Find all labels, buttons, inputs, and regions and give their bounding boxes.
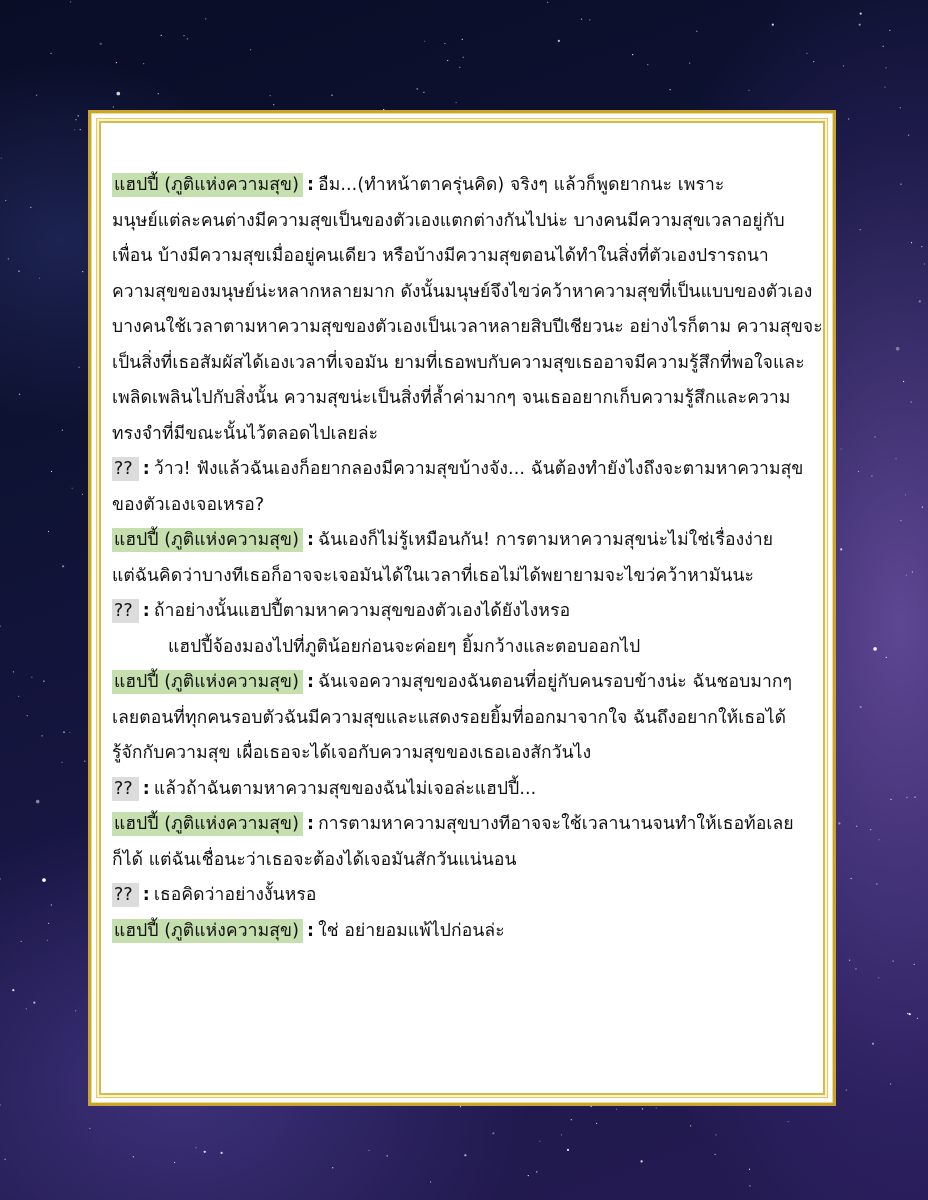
star — [143, 63, 144, 64]
star — [48, 531, 49, 532]
star — [62, 565, 64, 567]
star — [879, 839, 880, 840]
star — [896, 347, 900, 351]
star — [749, 1169, 750, 1170]
star — [906, 797, 907, 798]
star — [900, 520, 901, 521]
line-text: ฉันเองก็ไม่รู้เหมือนกัน! การตามหาความสุขน่ะไม่ใช่เรื่องง่าย — [318, 530, 774, 550]
star — [858, 471, 859, 472]
star — [885, 67, 886, 68]
star — [69, 732, 70, 733]
star — [456, 102, 457, 103]
star — [13, 671, 14, 672]
line-text: รู้จักกับความสุข เผื่อเธอจะได้เจอกับความสุขของเธอเองสักวันไง — [112, 743, 592, 763]
star — [641, 1160, 643, 1162]
star — [48, 923, 49, 924]
star — [70, 1, 71, 2]
line-text: แฮปปี้จ้องมองไปที่ภูติน้อยก่อนจะค่อยๆ ยิ้มกว้างและตอบออกไป — [168, 636, 641, 657]
star — [921, 246, 922, 247]
dialogue-line — [112, 310, 823, 346]
star — [878, 977, 879, 978]
star — [42, 878, 46, 882]
star — [5, 200, 6, 201]
line-text: เพลิดเพลินไปกับสิ่งนั้น ความสุขน่ะเป็นสิ่งที่ล้ำค่ามากๆ จนเธออยากเก็บความรู้สึกและความ — [112, 388, 791, 408]
star — [788, 1121, 789, 1122]
star — [26, 1008, 27, 1009]
star — [36, 800, 40, 804]
star — [89, 1128, 90, 1129]
dialogue-line — [112, 701, 812, 737]
line-text: ก็ได้ แต่ฉันเชื่อนะว่าเธอจะต้องได้เจอมันสักวันแน่นอน — [112, 849, 517, 870]
dialogue-line — [112, 488, 812, 524]
star — [748, 90, 749, 91]
star — [893, 961, 894, 962]
dialogue-line — [112, 807, 812, 843]
star — [12, 989, 14, 991]
star — [906, 575, 907, 576]
star — [859, 24, 861, 26]
narration-line — [112, 630, 812, 666]
star — [581, 19, 582, 20]
star — [900, 107, 901, 108]
star — [464, 1154, 466, 1156]
star — [74, 129, 75, 130]
line-text: เพื่อน บ้างมีความสุขเมื่ออยู่คนเดียว หรือบ้างมีความสุขตอนได้ทำในสิ่งที่ตัวเองปรารถนา — [112, 246, 769, 266]
star — [221, 1152, 223, 1154]
star — [838, 822, 840, 824]
star — [571, 1119, 572, 1120]
star — [161, 35, 162, 36]
star — [616, 1109, 617, 1110]
speaker-label-happy: แฮปปี้ (ภูติแห่งความสุข) — [112, 670, 303, 694]
star — [196, 1147, 197, 1148]
star — [72, 488, 73, 489]
star — [908, 135, 909, 136]
star — [63, 731, 65, 733]
star — [18, 271, 19, 272]
star — [113, 106, 114, 107]
star — [444, 43, 445, 44]
star — [75, 1010, 76, 1011]
speaker-colon: : — [307, 672, 315, 692]
line-text: แต่ฉันคิดว่าบางทีเธอก็อาจจะเจอมันได้ในเวลาที่เธอไม่ได้พยายามจะไขว่คว้าหามันนะ — [112, 565, 755, 586]
star — [917, 1018, 918, 1019]
star — [459, 67, 460, 68]
dialogue-line — [112, 239, 812, 275]
star — [492, 1132, 494, 1134]
line-text: อืม...(ทำหน้าตาครุ่นคิด) จริงๆ แล้วก็พูดยากนะ เพราะ — [318, 175, 725, 195]
star — [860, 229, 861, 230]
star — [62, 430, 63, 431]
dialogue-line — [112, 452, 812, 488]
star — [417, 88, 418, 89]
speaker-colon: : — [142, 778, 150, 799]
star — [907, 1013, 908, 1014]
star — [903, 381, 904, 382]
dialogue-line — [112, 523, 812, 559]
speaker-label-happy: แฮปปี้ (ภูติแห่งความสุข) — [112, 812, 303, 836]
speaker-colon: : — [307, 920, 315, 941]
star — [871, 476, 872, 477]
star — [919, 300, 921, 302]
line-text: เป็นสิ่งที่เธอสัมผัสได้เองเวลาที่เจอมัน ยามที่เธอพบกับความสุขเธออาจมีความรู้สึกที่พอใจและ — [112, 352, 805, 373]
star — [889, 30, 890, 31]
star — [840, 548, 842, 550]
star — [82, 494, 83, 495]
star — [387, 1155, 388, 1156]
star — [187, 38, 188, 39]
star — [27, 715, 28, 716]
star — [117, 92, 121, 96]
line-text: เลยตอนที่ทุกคนรอบตัวฉันมีความสุขและแสดงรอยยิ้มที่ออกมาจากใจ ฉันถึงอยากให้เธอได้ — [112, 707, 787, 728]
star — [848, 118, 849, 119]
star — [596, 1123, 597, 1124]
star — [463, 57, 464, 58]
star — [0, 878, 1, 879]
line-text: ว้าว! ฟังแล้วฉันเองก็อยากลองมีความสุขบ้างจัง... ฉันต้องทำยังไงถึงจะตามหาความสุข — [153, 459, 804, 479]
star — [539, 1141, 540, 1142]
star — [860, 13, 862, 15]
star — [19, 394, 20, 395]
speaker-label-happy: แฮปปี้ (ภูติแห่งความสุข) — [112, 173, 303, 197]
star — [42, 735, 43, 736]
star — [250, 49, 251, 50]
star — [204, 1151, 206, 1153]
dialogue-line — [112, 275, 812, 311]
star — [84, 761, 85, 762]
speaker-label-unknown: ?? — [112, 777, 139, 801]
star — [911, 401, 912, 402]
star — [1, 158, 2, 159]
star — [841, 448, 842, 449]
star — [772, 24, 774, 26]
star — [51, 904, 52, 905]
star — [430, 1181, 431, 1182]
star — [872, 1043, 874, 1045]
star — [51, 471, 52, 472]
star — [890, 1083, 891, 1084]
star — [21, 941, 22, 942]
dialogue-line — [112, 559, 812, 595]
star — [670, 89, 671, 90]
star — [876, 883, 877, 884]
star — [912, 571, 913, 572]
star — [884, 87, 885, 88]
speaker-colon: : — [142, 885, 150, 905]
star — [0, 626, 1, 627]
star — [849, 960, 850, 961]
star — [183, 35, 184, 36]
dialogue-line — [112, 594, 812, 630]
star — [860, 706, 862, 708]
line-text: ความสุขของมนุษย์น่ะหลากหลายมาก ดังนั้นมนุษย์จึงไขว่คว้าหาความสุขที่เป็นแบบของตัวเอง — [112, 281, 813, 302]
star — [890, 799, 891, 800]
line-text: ทรงจำที่มีขณะนั้นไว้ตลอดไปเลยล่ะ — [112, 423, 379, 444]
star — [561, 1134, 562, 1135]
star — [642, 1108, 643, 1109]
star — [78, 367, 79, 368]
star — [806, 53, 807, 54]
star — [174, 1162, 175, 1163]
star — [116, 62, 117, 63]
star — [632, 54, 633, 55]
star — [843, 65, 844, 66]
star — [332, 1167, 333, 1168]
star — [423, 92, 424, 93]
star — [8, 258, 9, 259]
speaker-label-unknown: ?? — [112, 599, 139, 623]
speaker-colon: : — [307, 175, 315, 195]
star — [715, 1134, 716, 1135]
line-text: การตามหาความสุขบางทีอาจจะใช้เวลานานจนทำให้เธอท้อเลย — [318, 814, 794, 834]
star — [5, 1159, 6, 1160]
speaker-colon: : — [142, 459, 150, 479]
star — [331, 95, 332, 96]
star — [447, 60, 448, 61]
dialogue-line — [112, 736, 812, 772]
line-text: ถ้าอย่างนั้นแฮปปี้ตามหาความสุขของตัวเองได้ยังไงหรอ — [153, 601, 571, 621]
star — [846, 1089, 847, 1090]
line-text: ฉันเจอความสุขของฉันตอนที่อยู่กับคนรอบข้างน่ะ ฉันชอบมากๆ — [318, 672, 793, 692]
star — [270, 95, 271, 96]
star — [18, 696, 19, 697]
star — [78, 115, 79, 116]
star — [30, 207, 31, 208]
star — [50, 53, 51, 54]
star — [31, 677, 32, 678]
dialogue-text — [112, 168, 823, 949]
star — [100, 43, 102, 45]
star — [922, 507, 923, 508]
star — [886, 657, 887, 658]
star — [883, 46, 884, 47]
star — [61, 762, 62, 763]
star — [205, 18, 206, 19]
star — [900, 184, 901, 185]
star — [647, 64, 648, 65]
line-text: แล้วถ้าฉันตามหาความสุขของฉันไม่เจอล่ะแฮปปี้... — [153, 778, 537, 799]
star — [696, 31, 697, 32]
dialogue-line — [112, 665, 812, 701]
star — [424, 41, 425, 42]
star — [567, 1149, 569, 1151]
dialogue-line — [112, 346, 812, 382]
star — [856, 826, 857, 827]
star — [589, 19, 590, 20]
star — [813, 61, 814, 62]
dialogue-line — [112, 417, 812, 453]
line-text: ใช่ อย่ายอมแพ้ไปก่อนล่ะ — [318, 920, 505, 941]
star — [547, 2, 548, 3]
star — [591, 1106, 592, 1107]
line-text: เธอคิดว่าอย่างงั้นหรอ — [153, 885, 317, 905]
star — [656, 1107, 657, 1108]
star — [909, 1013, 911, 1015]
speaker-label-unknown: ?? — [112, 883, 139, 907]
star — [0, 1104, 1, 1105]
star — [528, 1175, 529, 1176]
star — [558, 40, 560, 42]
line-text: ของตัวเองเจอเหรอ? — [112, 494, 265, 515]
star — [47, 940, 48, 941]
dialogue-line — [112, 168, 812, 204]
dialogue-line — [112, 843, 812, 879]
star — [690, 1125, 691, 1126]
star — [75, 119, 76, 120]
dialogue-line — [112, 878, 812, 914]
speaker-label-unknown: ?? — [112, 457, 139, 481]
star — [911, 242, 912, 243]
star — [273, 104, 274, 105]
star — [914, 964, 915, 965]
star — [133, 1156, 134, 1157]
speaker-colon: : — [307, 530, 315, 550]
star — [873, 647, 877, 651]
star — [914, 797, 915, 798]
speaker-colon: : — [142, 601, 150, 621]
star — [905, 494, 906, 495]
speaker-colon: : — [307, 814, 315, 834]
star — [749, 1185, 750, 1186]
line-text: มนุษย์แต่ละคนต่างมีความสุขเป็นของตัวเองแตกต่างกันไปน่ะ บางคนมีความสุขเวลาอยู่กับ — [112, 210, 785, 231]
star — [462, 39, 463, 40]
dialogue-line — [112, 914, 812, 950]
star — [158, 93, 159, 94]
speaker-label-happy: แฮปปี้ (ภูติแห่งความสุข) — [112, 919, 303, 943]
speaker-label-happy: แฮปปี้ (ภูติแห่งความสุข) — [112, 528, 303, 552]
star — [36, 95, 37, 96]
star — [43, 681, 44, 682]
star — [689, 63, 690, 64]
star — [368, 1150, 369, 1151]
line-text: บางคนใช้เวลาตามหาความสุขของตัวเองเป็นเวลาหลายสิบปีเชียวนะ อย่างไรก็ตาม ความสุขจะ — [112, 317, 823, 337]
star — [39, 278, 40, 279]
star — [33, 1002, 35, 1004]
star — [80, 129, 81, 130]
dialogue-line — [112, 204, 812, 240]
star — [536, 1171, 537, 1172]
star — [870, 829, 871, 830]
dialogue-line — [112, 381, 812, 417]
star — [855, 968, 856, 969]
star — [715, 1154, 716, 1155]
star — [460, 1106, 461, 1107]
star — [851, 878, 852, 879]
star — [895, 458, 896, 459]
star — [874, 436, 875, 437]
star — [82, 271, 83, 272]
dialogue-line — [112, 772, 812, 808]
star — [924, 263, 925, 264]
